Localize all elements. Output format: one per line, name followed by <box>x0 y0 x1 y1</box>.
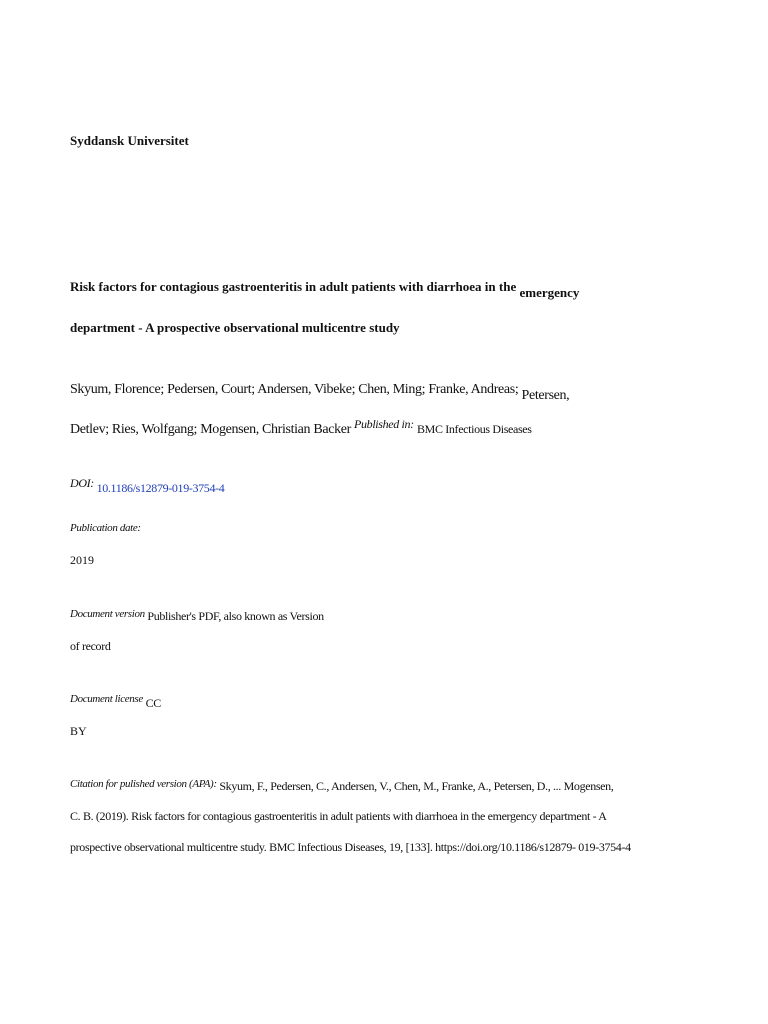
citation-text-line-1: Skyum, F., Pedersen, C., Andersen, V., Chen, M., Franke, A., Petersen, D., ... Mogensen, <box>219 779 614 793</box>
document-version-row <box>70 606 324 621</box>
authors-line-1-main: Skyum, Florence; Pedersen, Court; Andersen, Vibeke; Chen, Ming; Franke, Andreas; <box>70 382 519 397</box>
citation-text-line-3: prospective observational multicentre study. BMC Infectious Diseases, 19, [133]. https://doi.org/10.1186/s12879- 019-3754-4 <box>70 840 631 854</box>
doi-label: DOI: <box>70 476 94 490</box>
journal-name: BMC Infectious Diseases <box>416 422 532 436</box>
citation-line-1 <box>70 776 613 791</box>
document-license-value-line-1: CC <box>145 696 161 710</box>
document-license-label: Document license <box>70 693 143 705</box>
document-version-value-line-2: of record <box>70 639 111 653</box>
paper-title-line-2: department - A prospective observational multicentre study <box>70 320 400 335</box>
paper-title-line-1-tail: emergency <box>519 285 580 300</box>
document-version-label: Document version <box>70 608 145 620</box>
document-license-row <box>70 691 161 710</box>
authors-line-2 <box>70 417 532 438</box>
citation-text-line-2: C. B. (2019). Risk factors for contagious gastroenteritis in adult patients with diarrhoea in the emergency department - A <box>70 809 607 823</box>
paper-title-line-1-main: Risk factors for contagious gastroenteritis in adult patients with diarrhoea in the <box>70 279 517 294</box>
university-name: Syddansk Universitet <box>70 133 189 148</box>
publication-date-label: Publication date: <box>70 522 141 534</box>
authors-line-1 <box>70 382 570 403</box>
authors-line-1-tail: Petersen, <box>521 388 570 403</box>
published-in-label: Published in: <box>354 417 414 431</box>
document-license-value-line-2: BY <box>70 724 87 738</box>
document-version-value-line-1: Publisher's PDF, also known as Version <box>147 609 324 623</box>
paper-title-line-1 <box>70 279 580 300</box>
doi-link[interactable]: 10.1186/s12879-019-3754-4 <box>96 481 225 495</box>
publication-date-value: 2019 <box>70 553 94 567</box>
citation-label: Citation for pulished version (APA): <box>70 778 217 790</box>
authors-line-2-main: Detlev; Ries, Wolfgang; Mogensen, Christian Backer <box>70 422 351 437</box>
doi-row <box>70 476 225 495</box>
